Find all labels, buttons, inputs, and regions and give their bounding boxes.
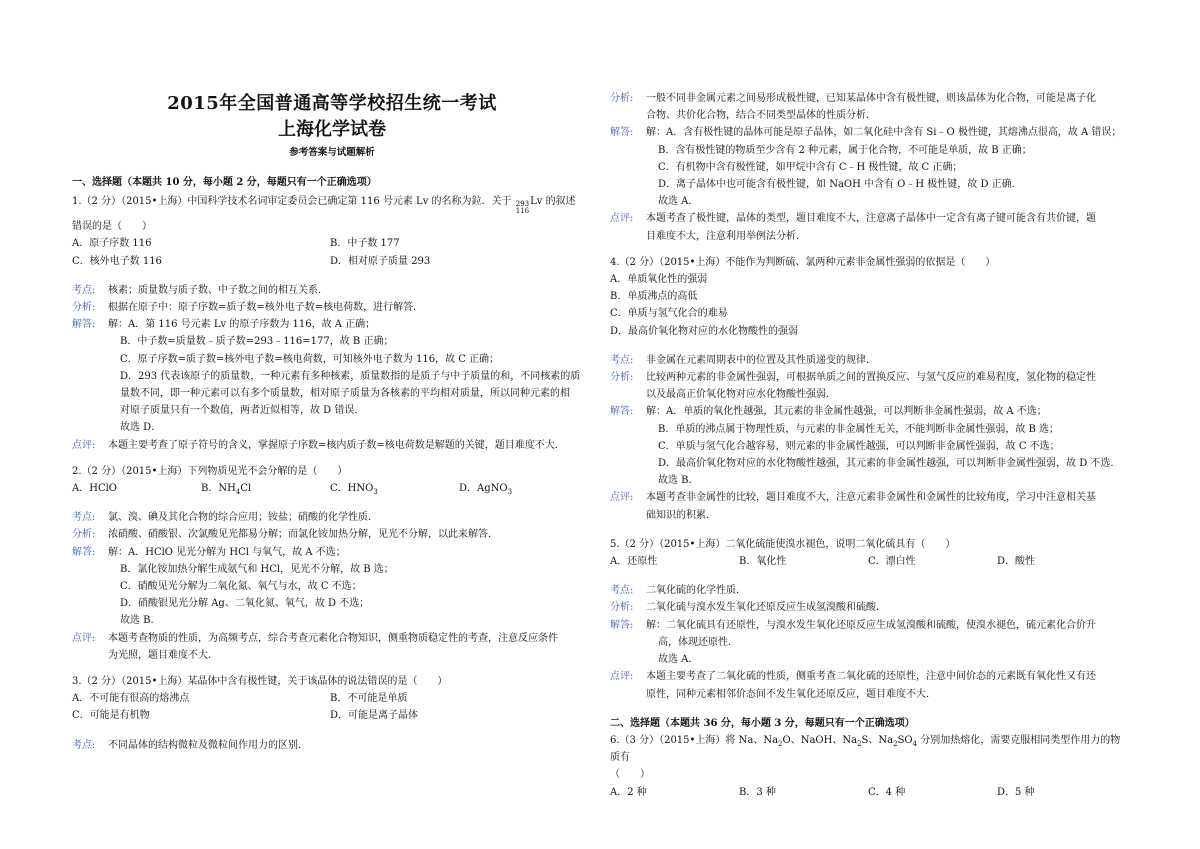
page-subtitle: 上海化学试卷 (278, 119, 386, 140)
q4-option-b: B．单质沸点的高低 (610, 291, 698, 303)
q3-option-a: A．不可能有很高的熔沸点 (72, 693, 190, 705)
q1-options-row2 (72, 253, 592, 270)
section-2-heading: 二、选择题（本题共 36 分，每小题 3 分，每题只有一个正确选项） (610, 717, 915, 729)
q1-jieda: 解答: 解：A．第 116 号元素 Lv 的原子序数为 116，故 A 正确； B．中子数=质量数﹣质子数=293﹣116=177，故 B 正确； C．原子序数=质子数=核外电子数=核电荷数，可知核外电子数为 116，故 C 正确； D．293 代表该原子的质量数，一种元素有多种核素，质量数指的是质子与中子质量的和，不同核素的质 量数不同，即一种元素可以有多个质量数，相对原子质量为各核素的平均相对质量，所以同种元素的相 对原子质量只有一个数值，两者近似相等，故 D 错误． 故选 D． (72, 319, 581, 434)
q3-option-d: D．可能是离子晶体 (330, 710, 419, 722)
q3-dianping: 点评: 本题考查了极性键，晶体的类型，题目难度不大，注意离子晶体中一定含有离子键可能含有共价键，题 目难度不大，注意利用举例法分析． (610, 213, 1096, 242)
q3-option-c: C．可能是有机物 (72, 710, 150, 722)
section-1-heading: 一、选择题（本题共 10 分，每小题 2 分，每题只有一个正确选项） (72, 177, 377, 188)
q2-option-c: C．$HNO_3$ (330, 483, 378, 497)
q2-option-d: D．AgNO$_3$ (459, 483, 513, 497)
page-title: 2015年全国普通高等学校招生统一考试 (167, 93, 497, 114)
q1-kaodian: 考点: 核素；质量数与质子数、中子数之间的相互关系． (72, 284, 328, 296)
question-1: 1.（2 分）（2015•上海）中国科学技术名词审定委员会已确定第 116 号元素 Lv 的名称为鉝．关于 293 116 Lv 的叙述 错误的是（ ） A．原子序数 116 B．中子数 177 C．核外电子数 116 D．相对原子质量 293 考点: 核素；质量数与质子数、中子数之间的相互关系． 分析: 根据在原子中：原子序数=质子数=核外电子数=核电荷数，进行解答． 解答: 解：A．第 116 号元素 Lv 的原子序数为 116，故 A 正确； B．中子数=质量数﹣质子数=293﹣116=177，故 B 正确； C．原子序数=质子数=核外电子数=核电荷数，可知核外电子数为 116，故 C 正确； D．293 代表该原子的质量数，一种元素有多种核素，质量数指的是质子与中子质量的和，不同核素的质 量数不同，即一种元素可以有多个质量数，相对原子质量为各核素的平均相对质量，所以同种元素的相 对原子质量只有一个数值，两者近似相等，故 D 错误． 故选 D． 点评: 本题主要考查了原子符号的含义，掌握原子序数=核内质子数=核电荷数是解题的关键，题目难度不大． (72, 193, 592, 454)
q5-kaodian: 考点: 二氧化硫的化学性质． (610, 585, 746, 597)
q1-stem: 1.（2 分）（2015•上海）中国科学技术名词审定委员会已确定第 116 号元素 Lv 的名称为鉝．关于 293 116 Lv 的叙述 (72, 196, 576, 216)
q4-option-c: C．单质与氢气化合的难易 (610, 308, 728, 320)
question-4 (610, 254, 1130, 524)
q5-stem: 5.（2 分）（2015•上海）二氧化硫能使溴水褪色，说明二氧化硫具有（ ） (610, 538, 956, 550)
question-3-continued (610, 90, 1130, 245)
question-6: 6.（3 分）（2015•上海）将 Na、$Na_2O$、NaOH、$Na_2S$、$Na_2SO_4$ 分别加热熔化，需要克服相同类型作用力的物质有 （ ） A．2 种 B．3 种 C．4 种 D．5 种 (610, 732, 1130, 801)
answer-note: 参考答案与试题解析 (289, 147, 375, 158)
q3-option-b: B．不可能是单质 (330, 693, 408, 705)
q2-options (72, 480, 592, 497)
q2-jieda: 解答: 解：A．HClO 见光分解为 HCl 与氧气，故 A 不选； B．氯化铵加热分解生成氨气和 HCl，见光不分解，故 B 选； C．硝酸见光分解为二氧化氮、氧气与水，故 C 不选； D．硝酸银见光分解 Ag、二氧化氮、氧气，故 D 不选； 故选 B． (72, 546, 394, 627)
right-column (610, 0, 1130, 801)
q4-stem: 4.（2 分）（2015•上海）不能作为判断硫、氯两种元素非金属性强弱的依据是（ ） (610, 256, 996, 268)
q4-option-d: D．最高价氧化物对应的水化物酸性的强弱 (610, 325, 799, 337)
title-block (72, 92, 592, 160)
q2-kaodian: 考点: 氯、溴、碘及其化合物的综合应用；铵盐；硝酸的化学性质． (72, 512, 378, 524)
q2-option-b: B．$NH_4Cl$ (201, 483, 252, 497)
q2-stem: 2.（2 分）（2015•上海）下列物质见光不会分解的是（ ） (72, 465, 348, 477)
q3-fenxi: 分析: 一般不同非金属元素之间易形成极性键，已知某晶体中含有极性键，则该晶体为化合物，可能是离子化 合物、共价化合物，结合不同类型晶体的性质分析． (610, 93, 1096, 122)
q6-option-a: A．2 种 (610, 786, 647, 798)
q2-dianping: 点评: 本题考查物质的性质，为高频考点，综合考查元素化合物知识，侧重物质稳定性的考查，注意反应条件 为光照，题目难度不大． (72, 632, 558, 661)
q4-kaodian: 考点: 非金属在元素周期表中的位置及其性质递变的规律． (610, 354, 876, 366)
q1-dianping: 点评: 本题主要考查了原子符号的含义，掌握原子序数=核内质子数=核电荷数是解题的关键，题目难度不大． (72, 439, 565, 451)
q1-options-row1 (72, 235, 592, 252)
isotope-notation: 293 116 (515, 200, 530, 216)
q6-option-b: B．3 种 (739, 786, 776, 798)
q6-option-c: C．4 种 (868, 786, 906, 798)
q6-option-d: D．5 种 (997, 786, 1035, 798)
question-5 (610, 536, 1130, 703)
q4-jieda: 解答: 解：A．单质的氧化性越强，其元素的非金属性越强，可以判断非金属性强弱，故 A 不选； B．单质的沸点属于物理性质，与元素的非金属性无关，不能判断非金属性强弱，故 B 选； C．单质与氢气化合越容易，则元素的非金属性越强，可以判断非金属性强弱，故 C 不选； D．最高价氧化物对应的水化物酸性越强，其元素的非金属性越强，可以判断非金属性强弱，故 D 不选． 故选 B． (610, 406, 1121, 487)
q4-fenxi: 分析: 比较两种元素的非金属性强弱，可根据单质之间的置换反应、与氢气反应的难易程度，氢化物的稳定性 以及最高正价氧化物对应水化物酸性强弱． (610, 372, 1096, 401)
q3-kaodian: 考点: 不同晶体的结构微粒及微粒间作用力的区别． (72, 739, 308, 751)
q5-options (610, 553, 1130, 570)
q3-jieda: 解答: 解：A．含有极性键的晶体可能是原子晶体，如二氧化硅中含有 Si﹣O 极性键，其熔沸点很高，故 A 错误； B．含有极性键的物质至少含有 2 种元素，属于化合物，不可能是单质，故 B 正确； C．有机物中含有极性键，如甲烷中含有 C﹣H 极性键，故 C 正确； D．离子晶体中也可能含有极性键，如 NaOH 中含有 O﹣H 极性键，故 D 正确． 故选 A． (610, 127, 1122, 208)
q6-options (610, 784, 1130, 801)
q5-option-c: C．漂白性 (868, 556, 916, 568)
q5-option-a: A．还原性 (610, 556, 658, 568)
q5-fenxi: 分析: 二氧化硫与溴水发生氧化还原反应生成氢溴酸和硫酸． (610, 602, 886, 614)
q1-option-d: D．相对原子质量 293 (330, 255, 431, 267)
question-3 (72, 673, 592, 754)
q4-dianping: 点评: 本题考查非金属性的比较，题目难度不大，注意元素非金属性和金属性的比较角度，学习中注意相关基 础知识的积累． (610, 492, 1096, 521)
q1-fenxi: 分析: 根据在原子中：原子序数=质子数=核外电子数=核电荷数，进行解答． (72, 302, 424, 314)
q1-option-a: A．原子序数 116 (72, 238, 152, 250)
q1-option-b: B．中子数 177 (330, 238, 400, 250)
question-2 (72, 463, 592, 664)
left-column (72, 0, 592, 754)
q5-dianping: 点评: 本题主要考查了二氧化硫的性质，侧重考查二氧化硫的还原性，注意中间价态的元素既有氧化性又有还 原性，同种元素相邻价态间不发生氧化还原反应，题目难度不大． (610, 671, 1096, 700)
q5-jieda: 解答: 解：二氧化硫具有还原性，与溴水发生氧化还原反应生成氢溴酸和硫酸，使溴水褪色，硫元素化合价升 高，体现还原性． 故选 A． (610, 619, 1096, 666)
q6-stem: 6.（3 分）（2015•上海）将 Na、$Na_2O$、NaOH、$Na_2S$、$Na_2SO_4$ 分别加热熔化，需要克服相同类型作用力的物质有 (610, 734, 1121, 764)
q1-option-c: C．核外电子数 116 (72, 255, 162, 267)
q4-option-a: A．单质氧化性的强弱 (610, 274, 708, 286)
q5-option-d: D．酸性 (997, 556, 1036, 568)
q2-fenxi: 分析: 浓硝酸、硝酸银、次氯酸见光都易分解；而氯化铵加热分解，见光不分解，以此来解答． (72, 529, 498, 541)
q5-option-b: B．氧化性 (739, 556, 787, 568)
q3-stem: 3.（2 分）（2015•上海）某晶体中含有极性键，关于该晶体的说法错误的是（ ） (72, 676, 448, 688)
q2-option-a: A．HClO (72, 483, 117, 495)
